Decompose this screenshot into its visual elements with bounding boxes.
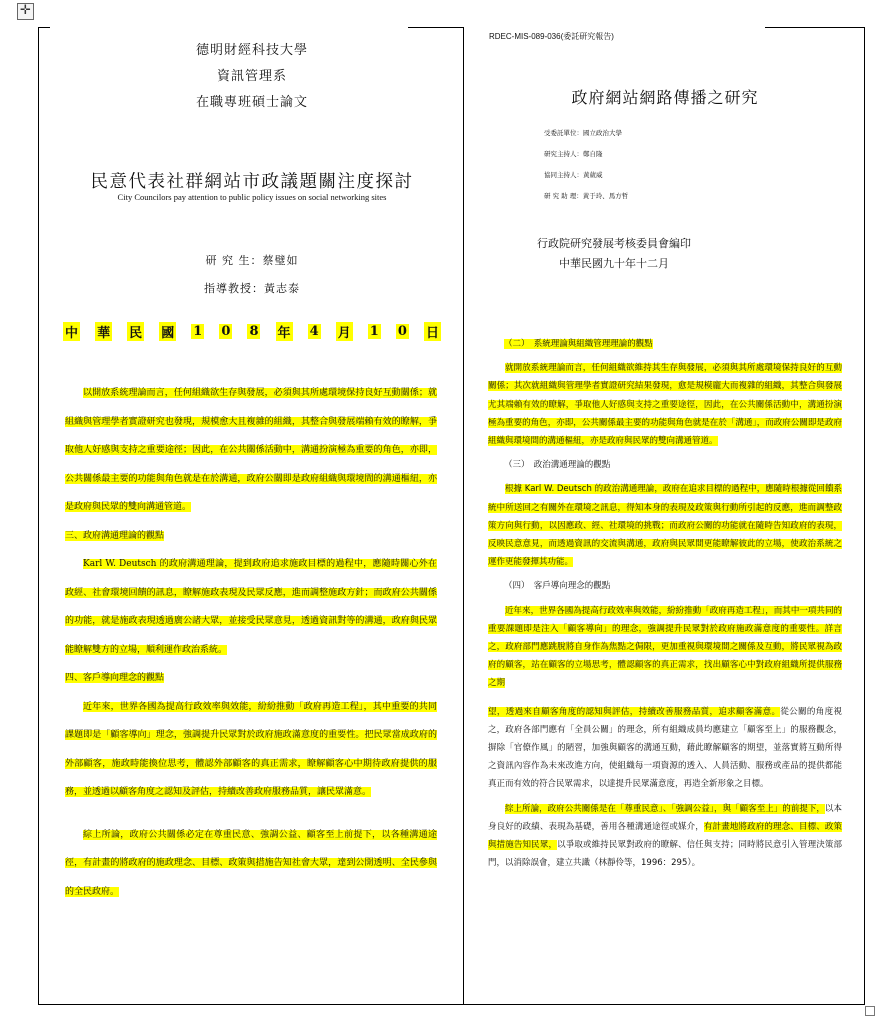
date-char: 月	[336, 322, 353, 341]
report-date: 中華民國九十年十二月	[559, 257, 669, 270]
thesis-paragraph-4: 綜上所論，政府公共關係必定在尊重民意、強調公益、顧客至上前提下，以各種溝通途徑，有計畫的將政府的施政理念、目標、政策與措施告知社會大眾，達到公開透明、全民參與的全民政府。	[65, 829, 437, 897]
report-paragraph-4b: 以本身良好的政績、表現為基礎，善用各種溝通途徑或媒介，	[488, 803, 842, 832]
thesis-paragraph-2: Karl W. Deutsch 的政府溝通理論，提到政府追求施政目標的過程中，應隨時關心外在政經、社會環境回饋的訊息，瞭解施政表現及民眾反應，進而調整施政方針；而政府公共關係的功能，就是施政表現透過廣公諸大眾，並接受民眾意見，透過資訊對等的溝通，政府與民眾能瞭解雙方的立場，順利運作政治系統。	[65, 559, 437, 655]
report-publisher: 行政院研究發展考核委員會編印	[537, 237, 691, 250]
report-paragraph-4d: 以爭取或維持民眾對政府的瞭解、信任與支持；同時將民意引入管理決策部門，以消除誤會，建立共識（林靜伶等，1996：295）。	[488, 840, 842, 869]
report-page	[463, 27, 865, 1005]
thesis-paragraph-3: 近年來，世界各國為提高行政效率與效能，紛紛推動「政府再造工程」，其中重要的共同課題即是「顧客導向」理念，強調提升民眾對於政府施政滿意度的重要性。把民眾當成政府的外部顧客，施政時能換位思考，體認外部顧客的真正需求，瞭解顧客心中期待政府提供的服務，並透過以顧客角度之認知及評估，持續改善政府服務品質，讓民眾滿意。	[65, 701, 437, 797]
thesis-body	[65, 379, 437, 906]
report-paragraph-2: 根據 Karl W. Deutsch 的政治溝通理論，政府在追求目標的過程中，應隨時根據從回饋系統中所送回之有關外在環境之訊息，得知本身的表現及政策與行動所引起的反應，進而調整政策方向與行動，以因應政、經、社環境的挑戰；而政府公關的功能就在隨時告知政府的表現，反映民意意見，而透過資訊的交流與溝通，政府與民眾間更能瞭解彼此的立場，使政治系統之運作更能發揮其功能。	[488, 484, 842, 568]
date-char: 國	[159, 322, 176, 341]
department-name: 資訊管理系	[216, 69, 287, 84]
report-paragraph-3b: 望，透過來自顧客角度的認知與評估，持續改善服務品質，追求顧客滿意。	[488, 706, 781, 717]
report-paragraph-4a: 綜上所論，政府公共關係是在「尊重民意」、「強調公益」，與「顧客至上」的前提下，	[505, 803, 825, 814]
date-char: 1	[193, 323, 203, 339]
advisor-credit: 指導教授：黃志泰	[204, 282, 300, 295]
report-body	[488, 329, 842, 872]
date-char: 0	[397, 323, 407, 339]
report-meta-line: 研 究 助 理：黃于玲、馬方哲	[544, 192, 629, 200]
report-code: RDEC-MIS-089-036(委託研究報告)	[489, 32, 614, 41]
resize-handle[interactable]	[865, 1006, 875, 1016]
report-meta-line: 受委託單位：國立政治大學	[544, 129, 622, 137]
thesis-date	[63, 321, 441, 341]
date-char: 華	[95, 322, 112, 341]
date-char: 1	[369, 323, 379, 339]
report-meta-line: 研究主持人：鄭自隆	[544, 150, 603, 158]
report-heading-3: （三） 政治溝通理論的觀點	[504, 460, 611, 471]
report-paragraph-3a: 近年來，世界各國為提高行政效率與效能，紛紛推動「政府再造工程」，而其中一項共同的重要課題即是注入「顧客導向」的理念，強調提升民眾對於政府施政滿意度的重要性。詳言之，政府部門應跳脫將自身作為焦點之侷限，更加重視與環境間之關係及互動，將民眾視為政府的顧客，站在顧客的立場思考，體認顧客的真正需求，找出顧客心中對政府組織所提供服務之期	[488, 605, 842, 689]
date-char: 8	[249, 323, 259, 339]
report-paragraph-4c: 有計畫地將政府的理念、目標、政策與措施告知民眾，	[488, 821, 842, 851]
section-heading-3: 三、政府溝通理論的觀點	[65, 530, 165, 541]
date-char: 0	[221, 323, 231, 339]
school-name: 德明財經科技大學	[195, 43, 308, 58]
table-move-handle[interactable]: ✛	[17, 3, 34, 20]
report-paragraph-3c: 從公關的角度視之，政府各部門應有「全員公關」的理念，所有組織成員均應建立「顧客至上」的服務觀念，摒除「官僚作風」的陋習，加強與顧客的溝通互動，藉此瞭解顧客的期望，並落實將互動所得之資訊內容作為未來改進方向，使組織每一項資源的透入、人員活動、服務或產品的提供都能真正而有效的符合民眾需求，以達提升民眾滿意度，再造全新形象之目標。	[488, 706, 842, 790]
date-char: 民	[127, 322, 144, 341]
report-heading-2: （二） 系統理論與組織管理理論的觀點	[504, 339, 653, 349]
report-title: 政府網站網路傳播之研究	[571, 88, 759, 107]
program-name: 在職專班碩士論文	[195, 95, 308, 110]
report-paragraph-1: 就開放系統理論而言，任何組織欲維持其生存與發展，必須與其所處環境保持良好的互動關係；其次就組織與管理學者實證研究結果發現，愈是規模龐大而複雜的組織，其整合與發展尤其端賴有效的瞭解，爭取他人好感與支持之重要途徑，因此，在公共關係活動中，溝通扮演極為重要的角色，亦即，公共關係最主要的功能與角色就是在於「溝通」，而政府公關即是政府組織與環境間的溝通樞紐，亦是政府與民眾的雙向溝通管道。	[488, 363, 842, 447]
thesis-paragraph-1: 以開放系統理論而言，任何組織欲生存與發展，必須與其所處環境保持良好互動關係；就組織與管理學者實證研究也發現，規模愈大且複雜的組織，其整合與發展端賴有效的瞭解，爭取他人好感與支持之重要途徑；因此，在公共關係活動中，溝通扮演極為重要的角色，亦即，公共關係最主要的功能與角色就是在於溝通，政府公關即是政府組織與環境間的溝通樞紐，亦是政府與民眾的雙向溝通管道。	[65, 388, 437, 512]
student-credit: 研 究 生：蔡璧如	[205, 254, 299, 267]
thesis-page	[38, 27, 464, 1005]
date-char: 中	[63, 322, 80, 341]
date-char: 4	[309, 323, 319, 339]
thesis-subtitle: City Councilors pay attention to public policy issues on social networking sites	[117, 192, 387, 202]
thesis-title: 民意代表社群網站市政議題關注度探討	[90, 172, 414, 192]
report-heading-4: （四） 客戶導向理念的觀點	[504, 581, 611, 592]
report-meta-line: 協同主持人：黃葳威	[544, 171, 603, 179]
date-char: 日	[424, 322, 441, 341]
section-heading-4: 四、客戶導向理念的觀點	[65, 673, 165, 683]
date-char: 年	[276, 322, 293, 341]
